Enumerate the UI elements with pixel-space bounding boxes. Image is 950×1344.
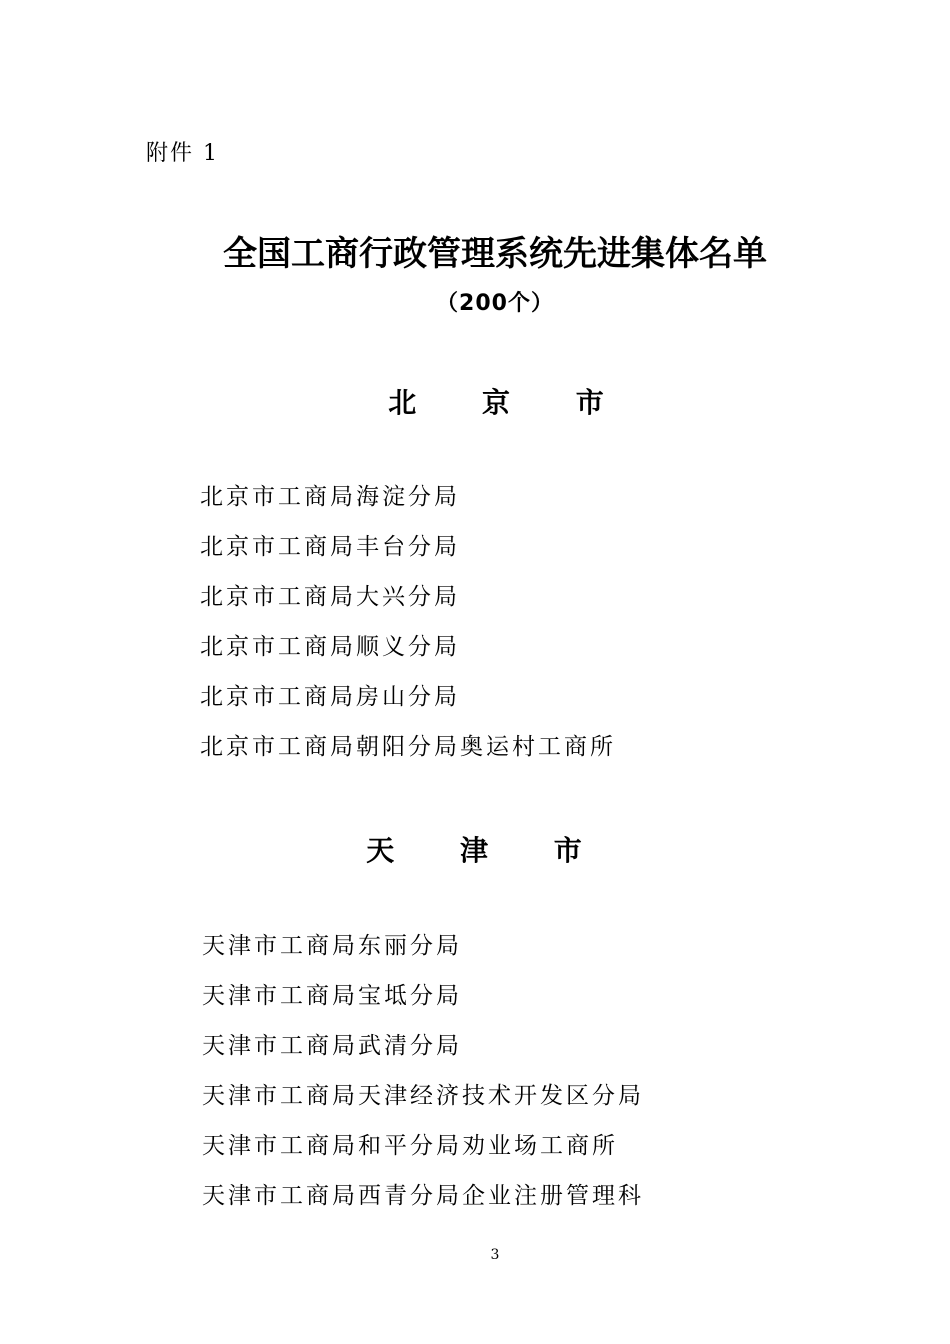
document-subtitle: （200个） bbox=[436, 291, 554, 316]
list-item: 北京市工商局房山分局 bbox=[200, 684, 460, 710]
list-item: 天津市工商局西青分局企业注册管理科 bbox=[202, 1183, 644, 1209]
tianjin-list bbox=[202, 928, 644, 1228]
region-heading-tianjin: 天 津 市 bbox=[366, 834, 610, 867]
beijing-list bbox=[200, 479, 616, 779]
list-item: 天津市工商局和平分局劝业场工商所 bbox=[202, 1133, 618, 1159]
page-number: 3 bbox=[490, 1247, 500, 1263]
list-item: 北京市工商局丰台分局 bbox=[200, 534, 460, 560]
document-title: 全国工商行政管理系统先进集体名单 bbox=[223, 234, 767, 274]
list-item: 北京市工商局大兴分局 bbox=[200, 584, 460, 610]
region-heading-beijing: 北 京 市 bbox=[388, 386, 632, 419]
list-item: 北京市工商局顺义分局 bbox=[200, 634, 460, 660]
list-item: 北京市工商局朝阳分局奥运村工商所 bbox=[200, 734, 616, 760]
list-item: 天津市工商局宝坻分局 bbox=[202, 983, 462, 1009]
list-item: 天津市工商局武清分局 bbox=[202, 1033, 462, 1059]
list-item: 天津市工商局天津经济技术开发区分局 bbox=[202, 1083, 644, 1109]
attachment-label: 附件 1 bbox=[146, 141, 219, 166]
list-item: 北京市工商局海淀分局 bbox=[200, 484, 460, 510]
list-item: 天津市工商局东丽分局 bbox=[202, 933, 462, 959]
